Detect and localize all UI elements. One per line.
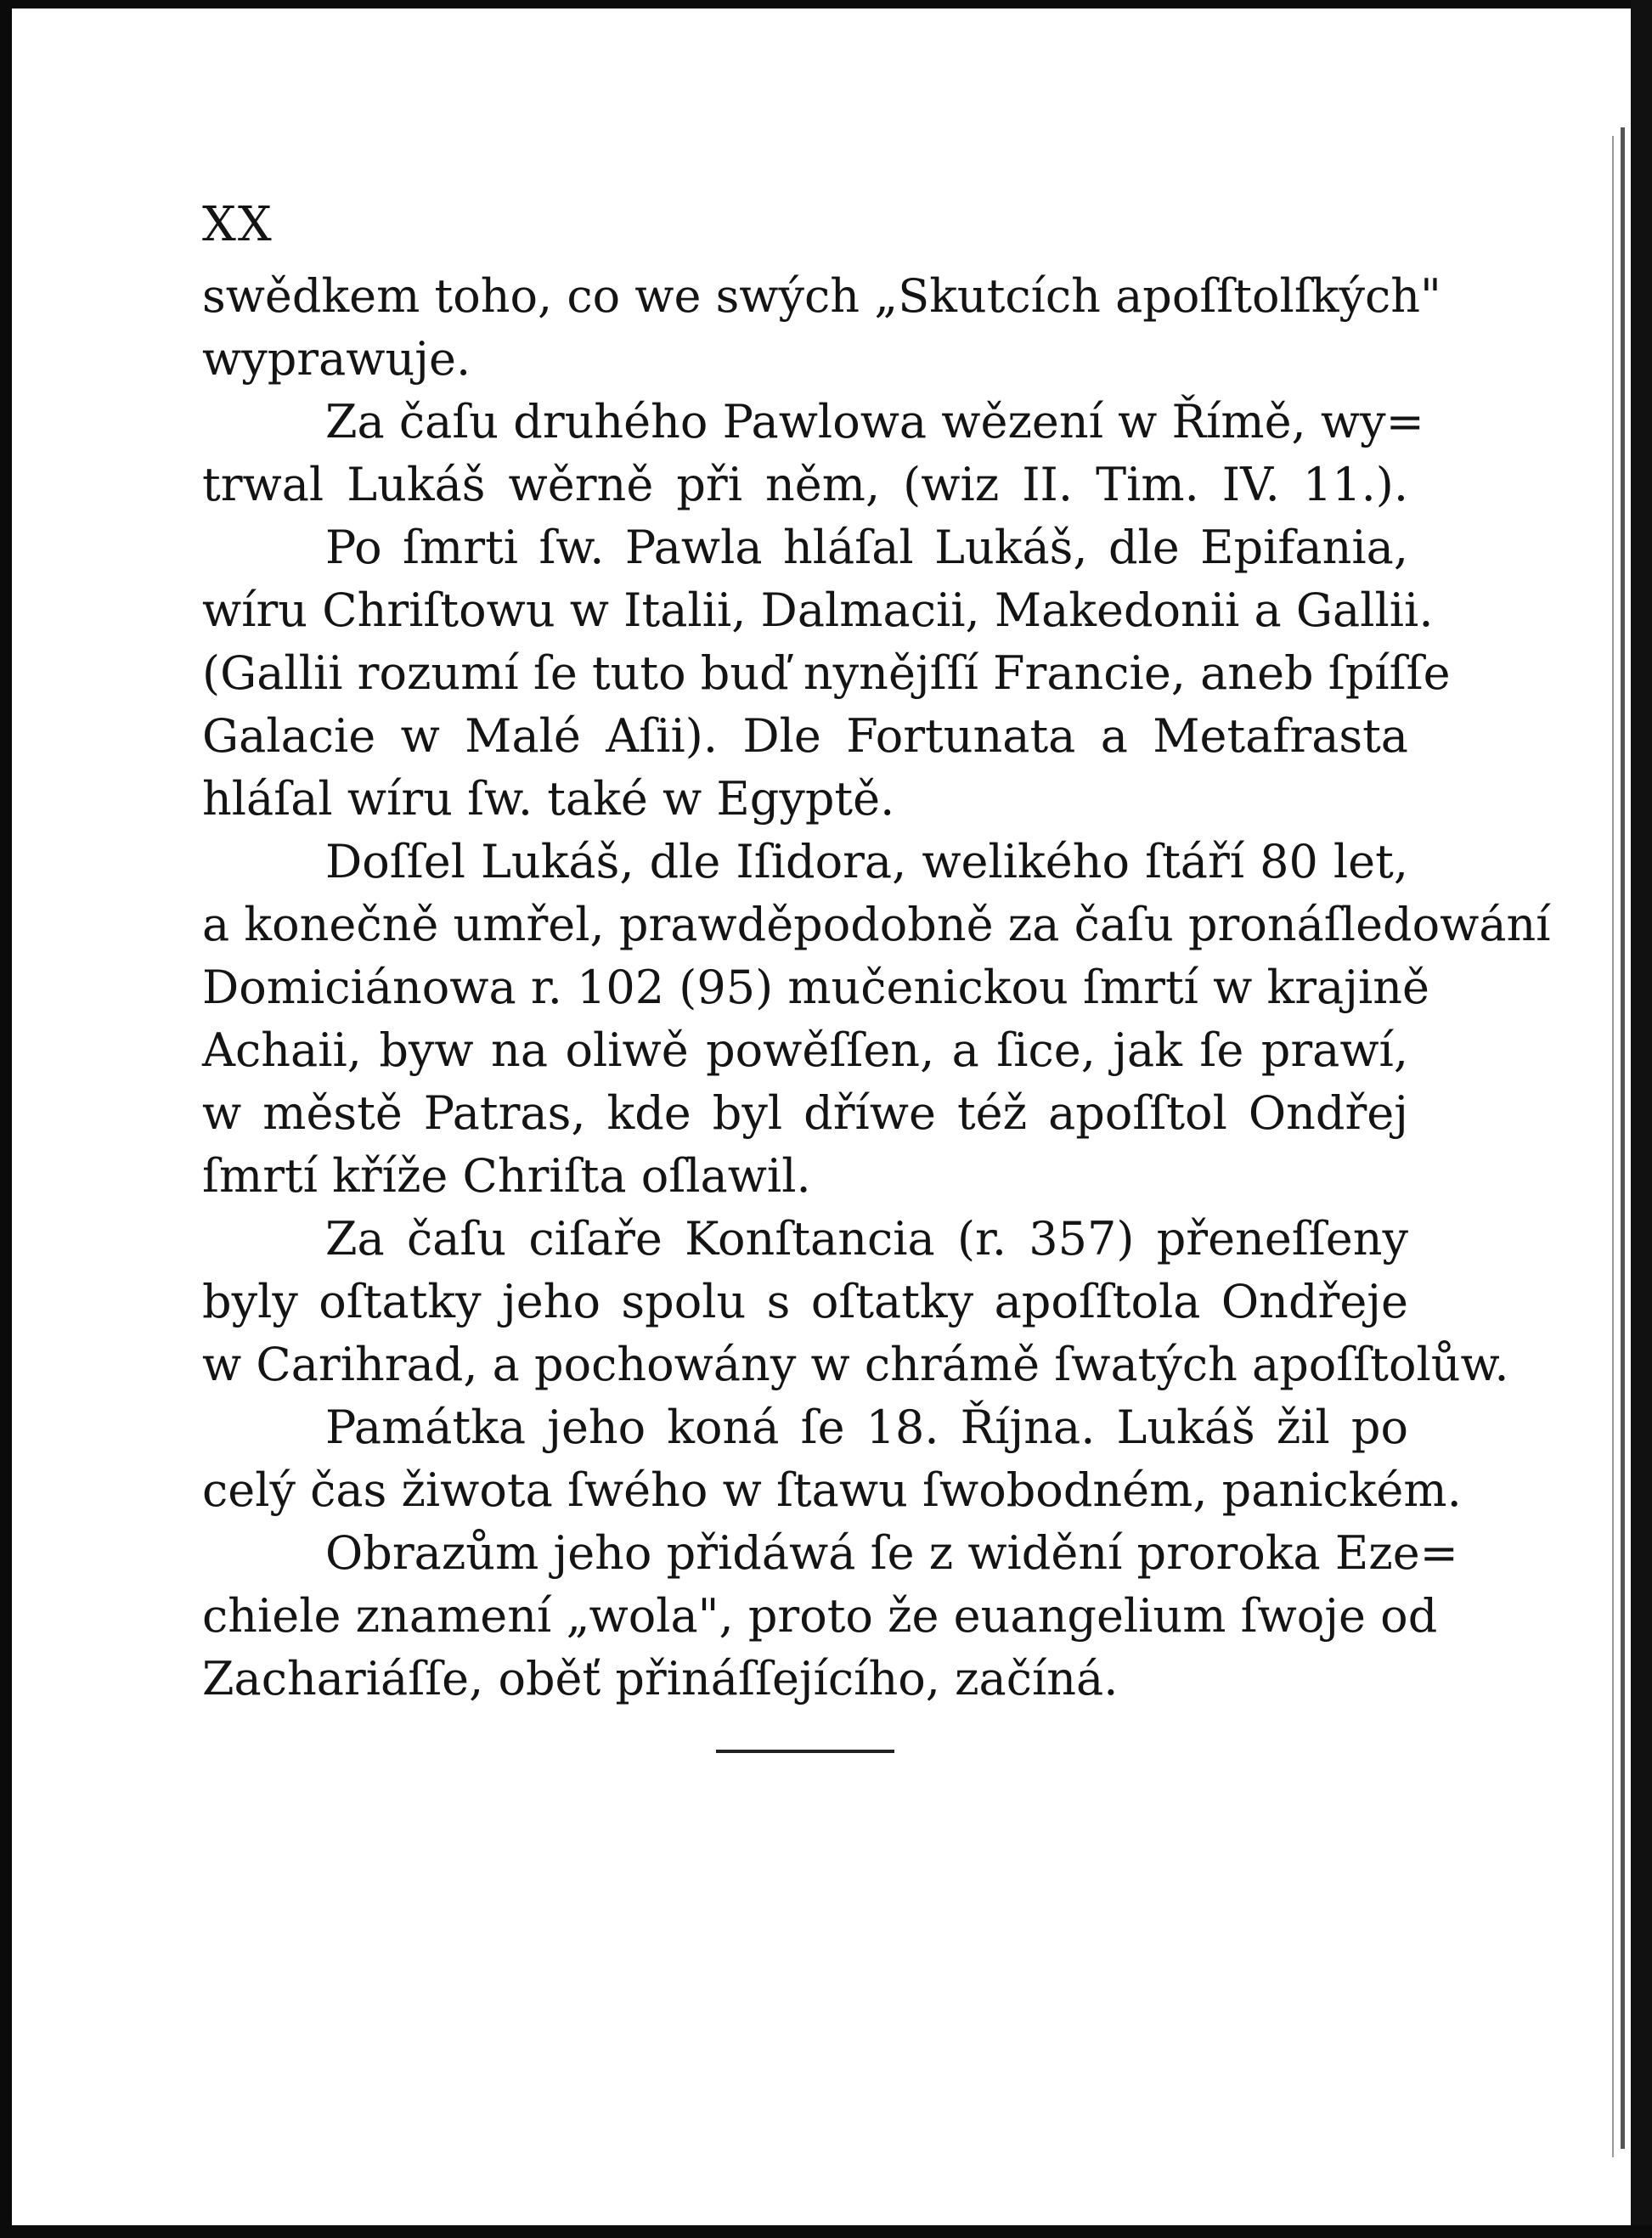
text-line: Za čaſu druhého Pawlowa wězení w Římě, wy= xyxy=(325,395,1424,448)
text-line: Po ſmrti ſw. Pawla hláſal Lukáš, dle Epifania, xyxy=(325,521,1408,574)
text-line: celý čas žiwota ſwého w ſtawu ſwobodném, panickém. xyxy=(202,1463,1462,1517)
text-line: hláſal wíru ſw. také w Egyptě. xyxy=(202,772,895,826)
scan-edge-top xyxy=(0,0,1652,8)
text-line: Za čaſu ciſaře Konſtancia (r. 357) přeneſſeny xyxy=(325,1212,1408,1266)
scan-margin-line xyxy=(1621,127,1625,2149)
text-line: Doſſel Lukáš, dle Iſidora, welikého ſtáří 80 let, xyxy=(325,835,1408,888)
text-line: (Gallii rozumí ſe tuto buď nynějſſí Francie, aneb ſpíſſe xyxy=(202,646,1451,700)
text-line: byly oſtatky jeho spolu s oſtatky apoſſtola Ondřeje xyxy=(202,1275,1408,1328)
text-line: Galacie w Malé Aſii). Dle Fortunata a Metafrasta xyxy=(202,709,1408,763)
text-line: wíru Chriſtowu w Italii, Dalmacii, Makedonii a Gallii. xyxy=(202,583,1434,637)
scan-edge-right xyxy=(1631,0,1652,2238)
page-number: XX xyxy=(202,197,273,252)
scan-edge-bottom xyxy=(0,2225,1652,2238)
text-line: trwal Lukáš wěrně při něm, (wiz II. Tim. IV. 11.). xyxy=(202,458,1408,511)
text-line: Domiciánowa r. 102 (95) mučenickou ſmrtí w krajině xyxy=(202,961,1429,1014)
text-line: w městě Patras, kde byl dříwe též apoſſtol Ondřej xyxy=(202,1086,1408,1140)
text-line: Zachariáſſe, oběť přináſſejícího, začíná. xyxy=(202,1652,1119,1705)
body-text xyxy=(202,265,1551,1711)
text-line: wyprawuje. xyxy=(202,332,471,386)
text-line: chiele znamení „wola", proto že euangelium ſwoje od xyxy=(202,1589,1438,1643)
text-line: Památka jeho koná ſe 18. Října. Lukáš žil po xyxy=(325,1401,1408,1454)
text-line: a konečně umřel, prawděpodobně za čaſu pronáſledowání xyxy=(202,898,1551,951)
text-line: ſmrtí kříže Chriſta oſlawil. xyxy=(202,1149,811,1203)
text-line: w Carihrad, a pochowány w chrámě ſwatých apoſſtolůw. xyxy=(202,1338,1509,1391)
scan-margin-line-faint xyxy=(1612,136,1614,2157)
end-rule xyxy=(716,1750,894,1753)
text-line: Achaii, byw na oliwě powěſſen, a ſice, jak ſe prawí, xyxy=(202,1023,1408,1077)
text-line: swědkem toho, co we swých „Skutcích apoſſtolſkých" xyxy=(202,269,1441,323)
scan-edge-left xyxy=(0,0,12,2238)
text-line: Obrazům jeho přidáwá ſe z widění proroka Eze= xyxy=(325,1526,1458,1580)
